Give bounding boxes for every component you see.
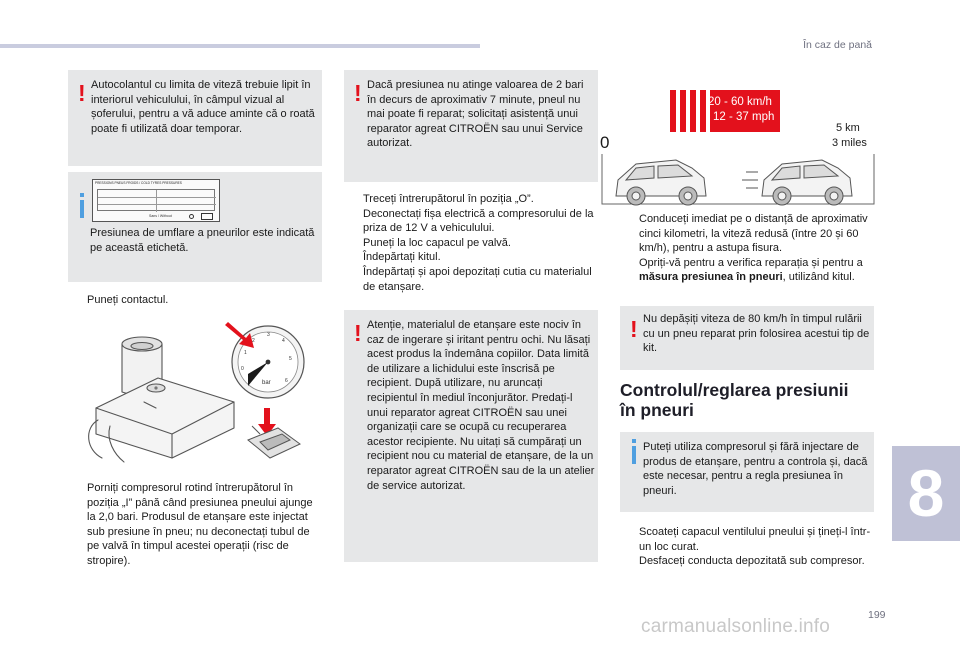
red-arrow-icon (225, 322, 254, 348)
gauge-unit: bar (262, 380, 271, 386)
warning-text-sticker: Autocolantul cu limita de viteză trebuie lipit în interiorul vehiculului, în câmpul vizual al șoferului, pentru a vă aduce aminte că o roată poate fi utilizată doar temporar. (91, 79, 315, 135)
col3-bullets-top (622, 212, 874, 285)
list-item (70, 293, 320, 308)
speed-mph: 12 - 37 mph (713, 111, 775, 123)
tyre-pressure-label-image (92, 179, 220, 222)
list-item-text: Deconectați fișa electrică a compresorului de la priza de 12 V a vehiculului. (363, 207, 594, 235)
list-item-text: Îndepărtați și apoi depozitați cutia cu materialul de etanșare. (363, 265, 592, 293)
col2-bullets (346, 192, 596, 294)
warning-box-sealant (344, 310, 598, 562)
info-icon (632, 446, 636, 464)
list-item (346, 236, 596, 251)
car-start-icon (616, 160, 706, 205)
warning-icon: ! (630, 316, 638, 342)
gauge-tick-label: 2 (252, 338, 255, 344)
list-item-text: Treceți întrerupătorul în poziția „O”. (363, 193, 534, 205)
info-text-tyre-label: Presiunea de umflare a pneurilor este indicată pe această etichetă. (90, 227, 315, 254)
chapter-number: 8 (907, 456, 945, 531)
warning-text-sealant: Atenție, materialul de etanșare este nociv în caz de ingerare și iritant pentru ochi. Nu lăsați acest produs la îndemâna copiilor. Data limită de utilizare a lichidului este înscrisă pe recipient. După utilizare, nu aruncați recipientul în mediul înconjurător. Predați-l unui reparator agreat CITROËN sau unei organizații care se ocupă cu recuperarea acestor recipiente. Nu uitați să cumpărați un recipient nou cu material de etanșare, de la un reparator agreat CITROËN sau de la un atelier de service autorizat. (367, 319, 595, 492)
page-number: 199 (868, 609, 886, 621)
list-item-text: , utilizând kitul. (782, 271, 855, 284)
car-moving-icon (742, 160, 852, 205)
info-box-compressor (620, 432, 874, 512)
list-item (346, 265, 596, 294)
gauge-tick-label: 3 (267, 332, 270, 338)
list-item-text: Desfaceți conducta depozitată sub compresor. (639, 555, 865, 568)
list-item (70, 481, 320, 569)
tyre-label-title: PRESSIONS PNEUS FROIDS / COLD TYRES PRESSURES (95, 181, 182, 185)
info-icon (80, 200, 84, 218)
info-text-compressor: Puteți utiliza compresorul și fără injectare de produs de etanșare, pentru a controla și, dacă este necesar, pentru a regla presiunea în pneuri. (643, 441, 868, 497)
list-item (622, 212, 874, 256)
tyre-label-grid (97, 189, 215, 211)
col3-bullets-bottom (622, 525, 874, 569)
list-item-text: Puneți la loc capacul pe valvă. (363, 236, 511, 249)
distance-km: 5 km (836, 122, 860, 134)
warning-box-pressure (344, 70, 598, 182)
warning-box-speed (620, 306, 874, 370)
gauge-tick-label: 0 (241, 366, 244, 372)
warning-text-speed: Nu depășiți viteza de 80 km/h în timpul rulării cu un pneu reparat prin folosirea acestui tip de kit. (643, 313, 870, 355)
col1-bullets-bottom (70, 481, 320, 569)
compressor-illustration (84, 316, 316, 468)
col1-bullets-top (70, 293, 320, 308)
list-item-text: Conduceți imediat pe o distanță de aproximativ cinci kilometri, la viteză redusă (între 20 și 60 km/h), pentru a astupa fisura. (639, 213, 868, 255)
gauge-tick-label: 5 (289, 356, 292, 362)
list-item (622, 554, 874, 569)
list-item-text: Scoateți capacul ventilului pneului și țineți-l într-un loc curat. (639, 526, 871, 553)
list-item-text: Porniți compresorul rotind întrerupătorul în poziția „I” până când presiunea pneului ajunge la 2,0 bari. Produsul de etanșare este injectat sub presiune în pneu; nu deconectați tubul de pe valvă în timpul acestei operații (risc de stropire). (87, 482, 313, 567)
gauge-tick-label: 4 (282, 338, 285, 344)
list-item-text: Puneți contactul. (87, 294, 169, 306)
list-item-text: Opriți-vă pentru a verifica reparația și pentru a (639, 256, 863, 269)
section-title: În caz de pană (803, 39, 872, 51)
barcode-icon (201, 213, 213, 220)
warning-icon: ! (354, 80, 362, 106)
section-heading-line: Controlul/reglarea presiunii (620, 380, 849, 400)
gauge-tick-label: 6 (285, 378, 288, 384)
warning-icon: ! (78, 80, 86, 106)
section-heading (620, 380, 849, 420)
gauge-tick-label: 1 (244, 350, 247, 356)
tyre-label-model: Sans / Without (149, 214, 172, 218)
start-distance: 0 (600, 133, 610, 152)
list-item (346, 207, 596, 236)
distance-miles: 3 miles (832, 137, 867, 149)
compressor-switch (248, 426, 300, 458)
list-item-text: Îndepărtați kitul. (363, 251, 441, 264)
header-rule (0, 44, 480, 48)
warning-box-sticker (68, 70, 322, 166)
info-box-tyre-label (68, 172, 322, 282)
list-item (346, 192, 596, 207)
watermark: carmanualsonline.info (641, 616, 831, 637)
list-item (622, 256, 874, 285)
speed-kmh: 20 - 60 km/h (708, 96, 772, 108)
warning-icon: ! (354, 320, 362, 346)
list-item (346, 250, 596, 265)
list-item-bold-text: măsura presiunea în pneuri (639, 271, 783, 284)
list-item (622, 525, 874, 554)
driving-distance-illustration (596, 88, 882, 218)
warning-text-pressure: Dacă presiunea nu atinge valoarea de 2 bari în decurs de aproximativ 7 minute, pneul nu mai poate fi reparat; solicitați asistență unui reparator agreat CITROËN sau unui Service autorizat. (367, 79, 584, 150)
section-heading-line: în pneuri (620, 400, 694, 420)
gauge-small-icon (189, 214, 194, 219)
